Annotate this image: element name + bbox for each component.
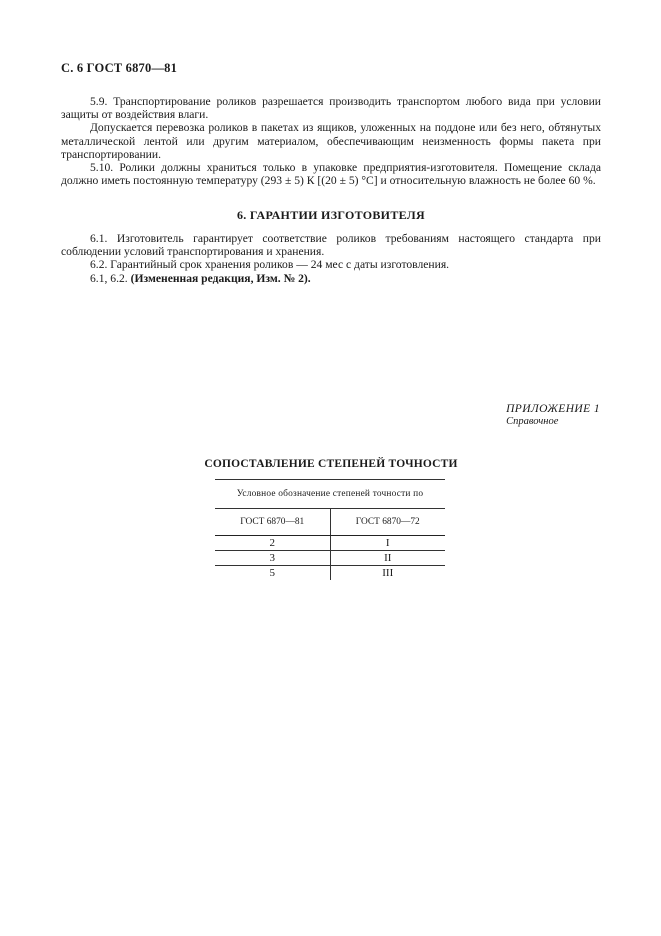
amendment-prefix: 6.1, 6.2. (90, 271, 128, 285)
appendix-title: ПРИЛОЖЕНИЕ 1 (506, 403, 600, 415)
paragraph-5-10: 5.10. Ролики должны храниться только в упаковке предприятия-изготовителя. Помещение склада должно иметь постоянную температуру (293 ± 5) К [(20 ± 5) °С] и относительную влажность не более 60 %. (61, 161, 601, 188)
table-cell: 2 (215, 536, 330, 551)
appendix-type: Справочное (506, 415, 559, 427)
table-row (215, 551, 445, 566)
table-cell: 3 (215, 551, 330, 566)
table-cell: I (330, 536, 445, 551)
comparison-table (215, 479, 445, 580)
column-header-gost-81: ГОСТ 6870—81 (215, 509, 330, 536)
column-header-gost-72: ГОСТ 6870—72 (330, 509, 445, 536)
amendment-note: (Измененная редакция, Изм. № 2). (130, 271, 311, 285)
paragraph-6-1: 6.1. Изготовитель гарантирует соответствие роликов требованиям настоящего стандарта при соблюдении условий транспортирования и хранения. (61, 232, 601, 259)
table-cell: III (382, 567, 394, 579)
paragraph-5-9: 5.9. Транспортирование роликов разрешается производить транспортом любого вида при условии защиты от воздействия влаги. (61, 95, 601, 122)
table-group-header: Условное обозначение степеней точности по (215, 480, 445, 509)
section-6-heading: 6. ГАРАНТИИ ИЗГОТОВИТЕЛЯ (237, 208, 425, 222)
appendix-label (506, 403, 600, 428)
table-row (215, 536, 445, 551)
paragraph-amendment (61, 272, 601, 285)
table-cell: 5 (215, 566, 330, 581)
table-cell: II (330, 551, 445, 566)
paragraph-5-9-packaging: Допускается перевозка роликов в пакетах из ящиков, уложенных на поддоне или без него, обтянутых металлической лентой или другим материалом, обеспечивающим неизменность формы пакета при транспортировании. (61, 121, 601, 161)
table-title: СОПОСТАВЛЕНИЕ СТЕПЕНЕЙ ТОЧНОСТИ (204, 458, 458, 470)
section-5-text (61, 95, 601, 187)
table-row (215, 566, 445, 581)
page-header: С. 6 ГОСТ 6870—81 (61, 61, 178, 75)
section-6-text (61, 232, 601, 285)
paragraph-6-2: 6.2. Гарантийный срок хранения роликов — 24 мес с даты изготовления. (90, 258, 450, 272)
